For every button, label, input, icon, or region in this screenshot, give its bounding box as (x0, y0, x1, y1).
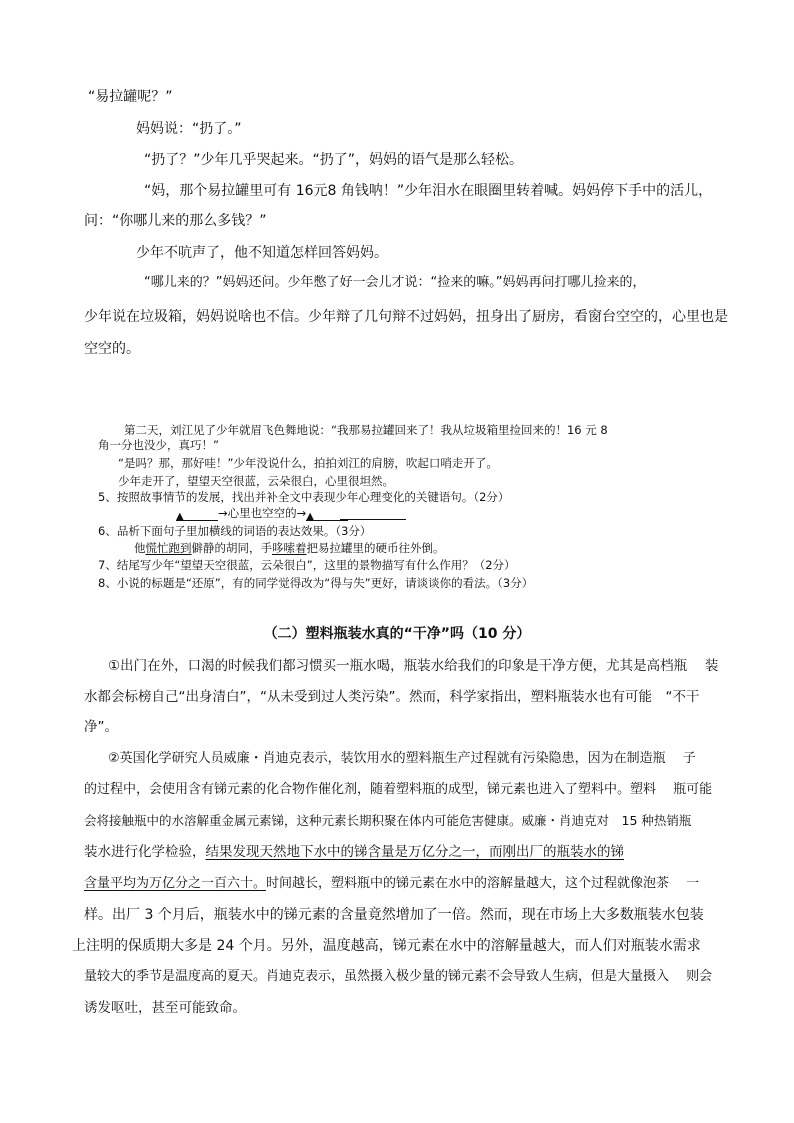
question-7: 7、结尾写少年“望望天空很蓝，云朵很白”，这里的景物描写有什么作用？（2分） (98, 558, 516, 572)
question-8: 8、小说的标题是“还原”，有的同学觉得改为“得与失”更好，请谈谈你的看法。（3分） (98, 576, 534, 590)
sentence-pre: 他 (134, 541, 146, 555)
continuation-line-2: 角一分也没少，真巧！” (98, 438, 219, 452)
question-5: 5、按照故事情节的发展，找出并补全文中表现少年心理变化的关键语句。（2分） (98, 490, 510, 504)
blank-marker-2: ▲ (306, 511, 314, 522)
article-line-8 (84, 875, 699, 893)
article-line-5: 的过程中，会使用含有锑元素的化合物作催化剂，随着塑料瓶的成型，锑元素也进入了塑料中。塑料 瓶可能 (84, 782, 713, 797)
article-line-7-pre: 装水进行化学检验， (84, 844, 206, 860)
underlined-phrase-1: 慌忙跑到 (145, 541, 192, 555)
divider-rule (340, 519, 406, 520)
article-underlined-2: 含量平均为万亿分之一百六十。 (84, 876, 267, 891)
article-line-8-post: 时间越长，塑料瓶中的锑元素在水中的溶解量越大，这个过程就像泡茶 一 (266, 876, 700, 891)
continuation-line-1: 第二天，刘江见了少年就眉飞色舞地说：“我那易拉罐回来了！我从垃圾箱里捡回来的！16 元 8 (124, 423, 608, 437)
continuation-line-4: 少年走开了，望望天空很蓝，云朵很白，心里很坦然。 (118, 474, 394, 488)
story-line-9: 空空的。 (84, 341, 140, 357)
story-line-1: “易拉罐呢？” (88, 89, 173, 105)
article-line-11: 量较大的季节是温度高的夏天。肖迪克表示，虽然摄入极少量的锑元素不会导致人生病，但是大量摄入 则会 (84, 969, 713, 984)
article-line-2: 水都会标榜自己“出身清白”，“从未受到过人类污染”。然而，科学家指出，塑料瓶装水也有可能 “不干 (84, 689, 700, 705)
story-line-4: “妈，那个易拉罐里可有 16元8 角钱呐！”少年泪水在眼圈里转着喊。妈妈停下手中的活儿， (144, 183, 713, 199)
article-line-6: 会将接触瓶中的水溶解重金属元素锑，这种元素长期积聚在体内可能危害健康。威廉・肖迪克对 15 种热销瓶 (84, 813, 692, 828)
question-5-chain (176, 506, 348, 521)
continuation-line-3: “是吗？那，那好哇！”少年没说什么，拍拍刘江的肩膀，吹起口哨走开了。 (118, 456, 498, 470)
story-line-7: “哪儿来的？”妈妈还问。少年憋了好一会儿才说：“捡来的嘛。”妈妈再问打哪儿捡来的， (144, 275, 646, 290)
article-line-9: 样。出厂 3 个月后，瓶装水中的锑元素的含量竟然增加了一倍。然而，现在市场上大多数瓶装水包装 (84, 907, 704, 923)
story-line-5: 问：“你哪儿来的那么多钱？” (84, 213, 267, 229)
sentence-post: 把易拉罐里的硬币往外倒。 (306, 541, 445, 555)
article-line-7 (84, 843, 624, 861)
article-line-10: 上注明的保质期大多是 24 个月。另外，温度越高，锑元素在水中的溶解量越大，而人们对瓶装水需求 (72, 938, 701, 954)
story-line-6: 少年不吭声了，他不知道怎样回答妈妈。 (136, 245, 388, 261)
story-line-8: 少年说在垃圾箱，妈妈说啥也不信。少年辩了几句辩不过妈妈，扭身出了厨房，看窗台空空的，心里也是 (84, 309, 728, 325)
article-underlined-1: 结果发现天然地下水中的锑含量是万亿分之一，而刚出厂的瓶装水的锑 (205, 844, 624, 860)
story-line-3: “扔了？”少年几乎哭起来。“扔了”，妈妈的语气是那么轻松。 (144, 152, 524, 168)
underlined-phrase-2: 哆嗦着 (272, 541, 307, 555)
article-line-3: 净”。 (84, 719, 118, 735)
article-line-12: 诱发呕吐，甚至可能致命。 (84, 1000, 246, 1016)
question-6: 6、品析下面句子里加横线的词语的表达效果。（3分） (98, 524, 372, 538)
article-line-4: ②英国化学研究人员威廉・肖迪克表示，装饮用水的塑料瓶生产过程就有污染隐患，因为在制造瓶 子 (108, 751, 696, 766)
article-line-1: ①出门在外，口渴的时候我们都习惯买一瓶水喝，瓶装水给我们的印象是干净方便，尤其是高档瓶 装 (108, 658, 719, 674)
blank-marker-1: ▲ (176, 511, 184, 522)
article-title: （二）塑料瓶装水真的“干净”吗（10 分） (263, 626, 531, 642)
chain-middle-text: →心里也空空的→ (218, 506, 307, 520)
sentence-mid: 僻静的胡同，手 (191, 541, 272, 555)
question-6-sentence (134, 541, 445, 556)
answer-blank-1[interactable] (176, 508, 218, 521)
story-line-2: 妈妈说：“扔了。” (136, 121, 242, 137)
